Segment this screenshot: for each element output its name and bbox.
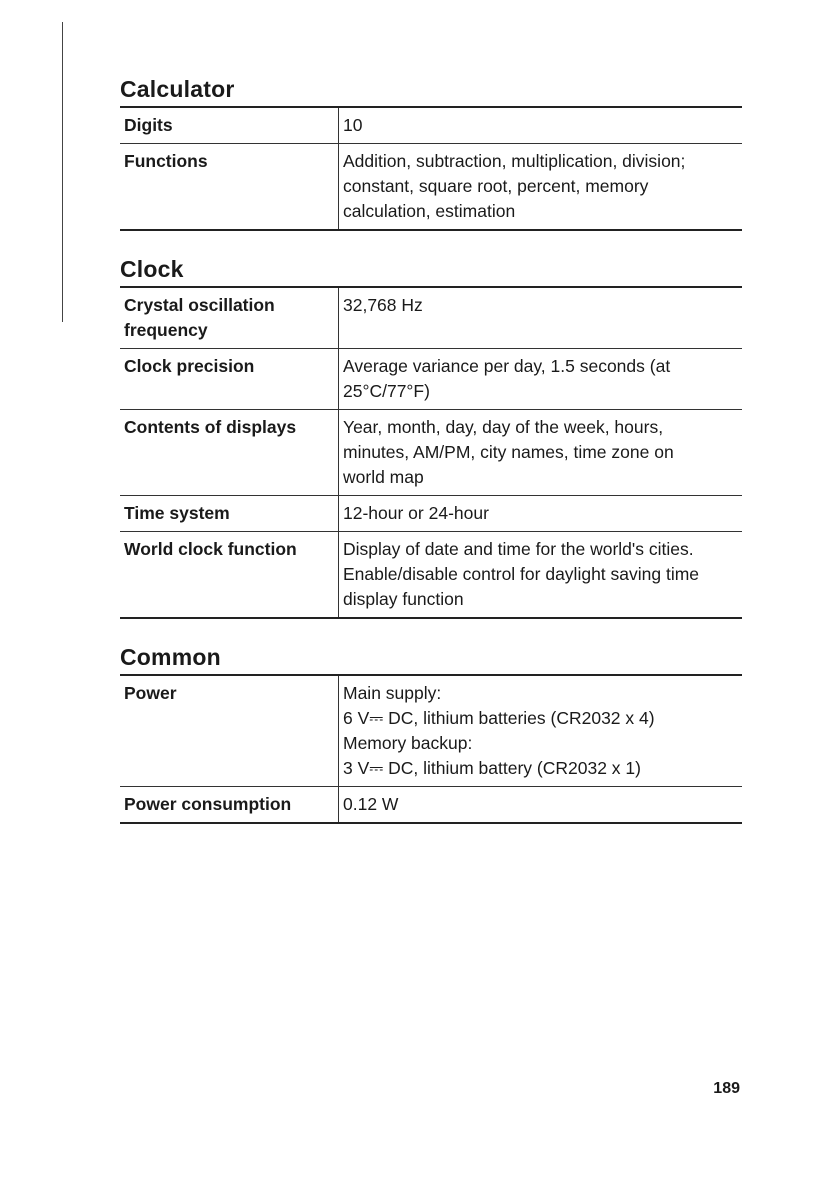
row-value-crystal-oscillation	[339, 287, 743, 349]
section-calculator	[120, 72, 742, 231]
value-line: display function	[343, 589, 464, 609]
table-row	[120, 496, 742, 532]
row-key-functions: Functions	[120, 144, 339, 231]
value-line: Average variance per day, 1.5 seconds (at	[343, 356, 671, 376]
table-row	[120, 287, 742, 349]
row-value-world-clock-function	[339, 532, 743, 619]
row-key-contents-of-displays: Contents of displays	[120, 410, 339, 496]
table-row	[120, 107, 742, 144]
section-title-common: Common	[120, 644, 221, 670]
value-line: 6 V⎓ DC, lithium batteries (CR2032 x 4)	[343, 708, 655, 728]
row-key-time-system: Time system	[120, 496, 339, 532]
value-line: 32,768 Hz	[343, 295, 423, 315]
value-line: constant, square root, percent, memory	[343, 176, 649, 196]
row-key-crystal-oscillation	[120, 287, 339, 349]
value-line: 25°C/77°F)	[343, 381, 430, 401]
value-line: calculation, estimation	[343, 201, 516, 221]
value-line: 10	[343, 115, 363, 135]
margin-line	[62, 22, 63, 322]
common-spec-table	[120, 674, 742, 824]
value-line: Display of date and time for the world's cities.	[343, 539, 694, 559]
row-key-power-consumption: Power consumption	[120, 787, 339, 824]
value-line: Main supply:	[343, 683, 442, 703]
value-line: minutes, AM/PM, city names, time zone on	[343, 442, 674, 462]
row-value-time-system	[339, 496, 743, 532]
table-row	[120, 349, 742, 410]
clock-spec-table	[120, 286, 742, 619]
calculator-spec-table	[120, 106, 742, 231]
value-line: 0.12 W	[343, 794, 399, 814]
row-value-power	[339, 675, 743, 787]
section-clock	[120, 252, 742, 619]
table-row	[120, 144, 742, 231]
row-key-clock-precision: Clock precision	[120, 349, 339, 410]
value-line: Year, month, day, day of the week, hours,	[343, 417, 664, 437]
value-line: world map	[343, 467, 424, 487]
table-row	[120, 532, 742, 619]
section-title-clock: Clock	[120, 256, 184, 282]
value-line: Enable/disable control for daylight saving time	[343, 564, 700, 584]
page-number: 189	[713, 1080, 740, 1097]
row-value-contents-of-displays	[339, 410, 743, 496]
key-line: frequency	[124, 320, 208, 340]
section-title-calculator: Calculator	[120, 76, 235, 102]
row-value-power-consumption	[339, 787, 743, 824]
row-value-clock-precision	[339, 349, 743, 410]
row-key-world-clock-function: World clock function	[120, 532, 339, 619]
section-common	[120, 640, 742, 824]
value-line: 3 V⎓ DC, lithium battery (CR2032 x 1)	[343, 758, 641, 778]
table-row	[120, 410, 742, 496]
key-line: Crystal oscillation	[124, 295, 275, 315]
row-key-digits: Digits	[120, 107, 339, 144]
row-value-digits	[339, 107, 743, 144]
row-value-functions	[339, 144, 743, 231]
table-row	[120, 787, 742, 824]
value-line: Addition, subtraction, multiplication, division;	[343, 151, 686, 171]
table-row	[120, 675, 742, 787]
value-line: 12-hour or 24-hour	[343, 503, 489, 523]
row-key-power: Power	[120, 675, 339, 787]
value-line: Memory backup:	[343, 733, 473, 753]
